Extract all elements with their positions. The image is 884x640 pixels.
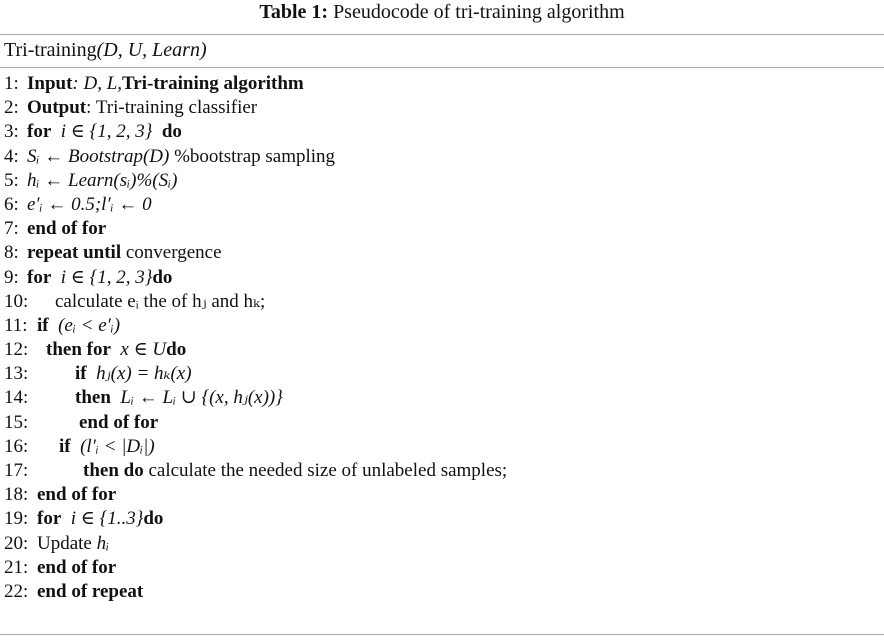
code-line-19 [4,507,880,531]
math-expression: hⱼ(x) = hₖ(x) [96,363,192,385]
line-number: 7: [4,218,19,240]
line-text: convergence [125,242,222,264]
code-line-10 [4,290,880,314]
line-number: 14: [4,387,29,409]
line-number: 21: [4,556,29,578]
code-line-1 [4,72,880,96]
top-rule [0,34,884,35]
line-text: Update [37,532,92,554]
line-number: 10: [4,290,29,312]
line-number: 5: [4,169,19,191]
algorithm-header [4,37,207,63]
math-expression: i ∈ {1..3} [70,508,144,530]
math-expression: (l′ᵢ < |Dᵢ|) [80,435,155,457]
code-line-22 [4,580,880,604]
line-number: 18: [4,484,29,506]
code-line-15 [4,411,880,435]
line-number: 4: [4,145,19,167]
keyword: end of for [79,411,159,433]
caption-label: Table 1: [259,1,329,23]
code-line-11 [4,314,880,338]
math-expression: Lᵢ ← Lᵢ ∪ {(x, hⱼ(x))} [120,387,283,409]
bottom-rule [0,634,884,635]
pseudocode-body [4,72,880,604]
keyword: end of for [37,484,117,506]
math-expression: e′ᵢ ← 0.5;l′ᵢ ← 0 [27,193,152,215]
code-line-7 [4,217,880,241]
line-number: 16: [4,435,29,457]
line-number: 15: [4,411,29,433]
line-text: calculate eᵢ the of hⱼ and hₖ; [55,290,266,312]
line-number: 9: [4,266,19,288]
line-number: 2: [4,97,19,119]
keyword: do [166,339,187,361]
code-line-3 [4,120,880,144]
line-number: 3: [4,121,19,143]
code-line-16 [4,435,880,459]
keyword: end of for [37,556,117,578]
math-expression: Sᵢ ← Bootstrap(D) [27,145,170,167]
keyword: end of for [27,218,107,240]
keyword: do [161,121,182,143]
line-number: 8: [4,242,19,264]
keyword: for [27,266,52,288]
line-number: 11: [4,314,28,336]
keyword: Tri-training algorithm [122,73,304,94]
code-line-20 [4,532,880,556]
keyword: for [37,508,62,530]
code-line-5 [4,169,880,193]
keyword: Input [27,73,73,94]
line-number: 12: [4,339,29,361]
line-text: calculate the needed size of unlabeled samples; [148,460,508,481]
line-number: 1: [4,73,19,94]
keyword: then for [46,339,111,361]
code-line-18 [4,483,880,507]
line-number: 13: [4,363,29,385]
line-number: 19: [4,508,29,530]
keyword: for [27,121,52,143]
code-line-13 [4,362,880,386]
math-expression: x ∈ U [120,339,167,361]
keyword: then [75,387,111,409]
code-line-21 [4,556,880,580]
keyword: if [75,363,87,385]
comment: %bootstrap sampling [174,145,336,167]
keyword: do [143,508,164,530]
keyword: do [152,266,173,288]
line-number: 20: [4,532,29,554]
keyword: then do [83,460,144,481]
code-line-8 [4,241,880,265]
code-line-4 [4,145,880,169]
math-expression: hᵢ [96,532,110,554]
function-name: Tri-training [4,39,97,61]
line-text: : D, L, [72,73,123,94]
line-text: : Tri-training classifier [86,97,258,119]
code-line-14 [4,386,880,410]
line-number: 22: [4,580,29,602]
code-line-17 [4,459,880,483]
code-line-6 [4,193,880,217]
math-expression: (eᵢ < e′ᵢ) [58,314,121,336]
math-expression: hᵢ ← Learn(sᵢ)%(Sᵢ) [27,169,178,191]
caption-title: Pseudocode of tri-training algorithm [333,1,625,23]
header-rule [0,67,884,68]
line-number: 17: [4,460,29,481]
keyword: Output [27,97,87,119]
keyword: end of repeat [37,580,144,602]
code-line-9 [4,266,880,290]
keyword: if [37,314,49,336]
code-line-12 [4,338,880,362]
keyword: repeat until [27,242,122,264]
function-args: (D, U, Learn) [96,39,207,61]
math-expression: i ∈ {1, 2, 3} [60,266,153,288]
code-line-2 [4,96,880,120]
line-number: 6: [4,193,19,215]
math-expression: i ∈ {1, 2, 3} [60,121,153,143]
keyword: if [59,435,71,457]
table-caption [0,0,884,24]
